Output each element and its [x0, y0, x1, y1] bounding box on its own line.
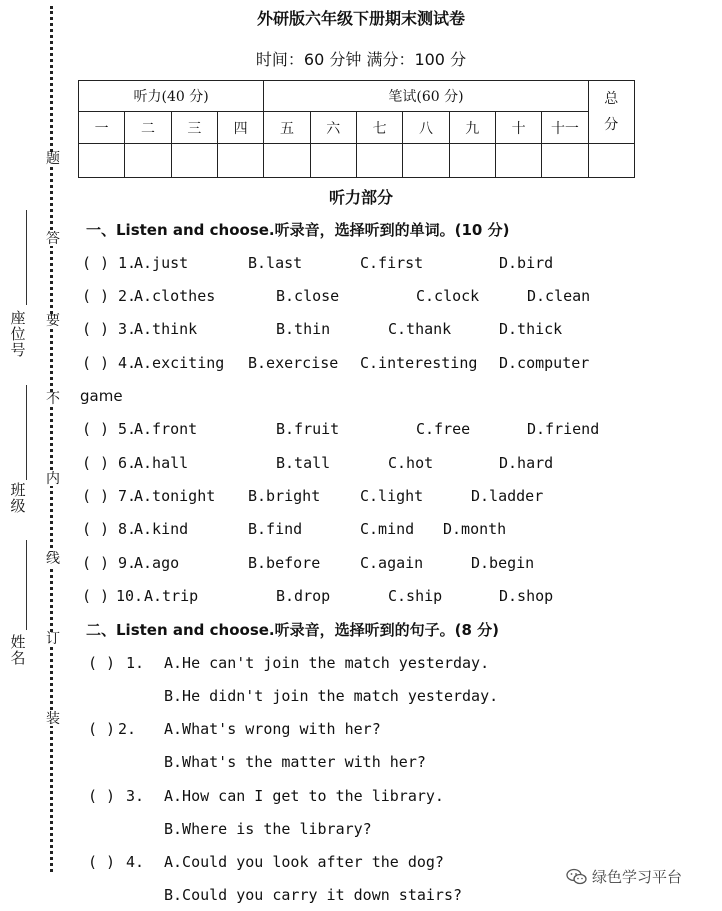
score-column: 六 — [310, 112, 356, 144]
seat-number-label: 座位号 — [10, 309, 26, 359]
option-a: A.think — [134, 320, 198, 338]
margin-char: 答 — [46, 231, 60, 247]
score-column: 十 — [495, 112, 541, 144]
question-number: 3. — [126, 787, 145, 805]
score-cell[interactable] — [125, 144, 171, 178]
question-number: 7. — [118, 487, 137, 505]
option-d: D.month — [443, 520, 507, 538]
option-d: D.thick — [499, 320, 563, 338]
binding-dotted-line — [50, 6, 53, 872]
option-a: A.hall — [134, 454, 189, 472]
question-number: 2. — [118, 720, 137, 738]
score-cell[interactable] — [403, 144, 449, 178]
option-c: C.thank — [388, 320, 452, 338]
answer-paren[interactable]: ( ) — [88, 654, 116, 672]
total-score-header: 总 分 — [588, 81, 634, 144]
option-c: C.light — [360, 487, 424, 505]
option-c: C.mind — [360, 520, 415, 538]
name-blank — [26, 540, 27, 630]
option-c: C.interesting — [360, 354, 478, 372]
answer-paren[interactable]: ( ) — [82, 587, 110, 605]
answer-paren[interactable]: ( ) — [82, 254, 110, 272]
option-c: C.free — [416, 420, 471, 438]
page-title: 外研版六年级下册期末测试卷 — [256, 9, 465, 28]
question-number: 8. — [118, 520, 137, 538]
option-d: D.shop — [499, 587, 554, 605]
answer-paren[interactable]: ( ) — [82, 520, 110, 538]
option-a: A.What's wrong with her? — [164, 720, 381, 738]
option-d: D.computer — [499, 354, 590, 372]
answer-paren[interactable]: ( ) — [82, 320, 110, 338]
score-column: 三 — [171, 112, 217, 144]
seat-number-blank — [26, 210, 27, 305]
option-c: C.again — [360, 554, 424, 572]
option-b: B.exercise — [248, 354, 339, 372]
margin-char: 内 — [46, 471, 60, 487]
margin-char: 订 — [46, 631, 60, 647]
wechat-icon — [566, 868, 588, 886]
watermark-text: 绿色学习平台 — [592, 868, 683, 886]
option-b: B.bright — [248, 487, 321, 505]
score-cell[interactable] — [217, 144, 263, 178]
score-column: 八 — [403, 112, 449, 144]
score-column: 七 — [356, 112, 402, 144]
option-a: A.trip — [144, 587, 199, 605]
score-cell[interactable] — [449, 144, 495, 178]
answer-paren[interactable]: ( ) — [82, 420, 110, 438]
option-b: B.find — [248, 520, 303, 538]
option-a: A.exciting — [134, 354, 225, 372]
question-number: 4. — [126, 853, 145, 871]
score-cell[interactable] — [356, 144, 402, 178]
option-a: A.just — [134, 254, 189, 272]
option-a: A.He can't join the match yesterday. — [164, 654, 490, 672]
question-number: 1. — [126, 654, 145, 672]
option-d: D.ladder — [471, 487, 544, 505]
option-b: B.last — [248, 254, 303, 272]
option-b: B.thin — [276, 320, 331, 338]
option-c: C.hot — [388, 454, 434, 472]
margin-char: 不 — [46, 391, 60, 407]
answer-paren[interactable]: ( ) — [82, 454, 110, 472]
option-b: B.Where is the library? — [164, 820, 372, 838]
option-d: D.clean — [527, 287, 591, 305]
question-number: 9. — [118, 554, 137, 572]
score-column: 十一 — [542, 112, 588, 144]
score-column: 二 — [125, 112, 171, 144]
question-number: 2. — [118, 287, 137, 305]
option-b: B.close — [276, 287, 340, 305]
option-a: A.How can I get to the library. — [164, 787, 444, 805]
question-number: 6. — [118, 454, 137, 472]
margin-char: 题 — [46, 151, 60, 167]
option-b: B.before — [248, 554, 321, 572]
score-column: 四 — [217, 112, 263, 144]
option-a: A.kind — [134, 520, 189, 538]
score-table — [78, 80, 635, 178]
answer-paren[interactable]: ( ) — [82, 354, 110, 372]
name-label: 姓名 — [10, 633, 26, 667]
option-c: C.first — [360, 254, 424, 272]
option-b: B.fruit — [276, 420, 340, 438]
score-cell[interactable] — [495, 144, 541, 178]
question-number: 4. — [118, 354, 137, 372]
section1-title: 一、Listen and choose.听录音，选择听到的单词。(10 分) — [86, 221, 510, 239]
answer-paren[interactable]: ( ) — [88, 720, 116, 738]
answer-paren[interactable]: ( ) — [82, 287, 110, 305]
option-a: A.clothes — [134, 287, 216, 305]
question-number: 1. — [118, 254, 137, 272]
option-a: A.Could you look after the dog? — [164, 853, 444, 871]
score-cell[interactable] — [171, 144, 217, 178]
option-b: B.Could you carry it down stairs? — [164, 886, 463, 904]
score-cell[interactable] — [310, 144, 356, 178]
class-blank — [26, 385, 27, 480]
time-info: 时间：60 分钟 满分：100 分 — [255, 50, 467, 69]
answer-paren[interactable]: ( ) — [82, 554, 110, 572]
question-number: 10. — [116, 587, 144, 605]
score-cell[interactable] — [542, 144, 588, 178]
score-column: 九 — [449, 112, 495, 144]
question-number: 5. — [118, 420, 137, 438]
total-score-cell[interactable] — [588, 144, 634, 178]
option-a: A.ago — [134, 554, 180, 572]
listening-section-heading: 听力部分 — [328, 188, 393, 207]
option-b: B.He didn't join the match yesterday. — [164, 687, 499, 705]
class-label: 班级 — [10, 481, 26, 515]
option-c: C.clock — [416, 287, 480, 305]
writing-score-header: 笔试(60 分) — [264, 81, 588, 112]
score-column: 五 — [264, 112, 310, 144]
margin-char: 要 — [46, 313, 60, 329]
answer-paren[interactable]: ( ) — [88, 787, 116, 805]
section2-title: 二、Listen and choose.听录音，选择听到的句子。(8 分) — [86, 621, 499, 639]
option-d: D.bird — [499, 254, 554, 272]
option-b: B.What's the matter with her? — [164, 753, 426, 771]
score-cell[interactable] — [79, 144, 125, 178]
listening-score-header: 听力(40 分) — [79, 81, 264, 112]
option-a: A.front — [134, 420, 198, 438]
answer-paren[interactable]: ( ) — [82, 487, 110, 505]
option-b: B.drop — [276, 587, 331, 605]
option-c: C.ship — [388, 587, 443, 605]
margin-char: 线 — [46, 551, 60, 567]
margin-char: 装 — [46, 711, 60, 727]
option-d: D.begin — [471, 554, 535, 572]
option-a: A.tonight — [134, 487, 216, 505]
option-d: D.hard — [499, 454, 554, 472]
option-d: D.friend — [527, 420, 600, 438]
question-number: 3. — [118, 320, 137, 338]
score-cell[interactable] — [264, 144, 310, 178]
option-b: B.tall — [276, 454, 331, 472]
option-d-continued: game — [80, 387, 123, 405]
score-column: 一 — [79, 112, 125, 144]
answer-paren[interactable]: ( ) — [88, 853, 116, 871]
